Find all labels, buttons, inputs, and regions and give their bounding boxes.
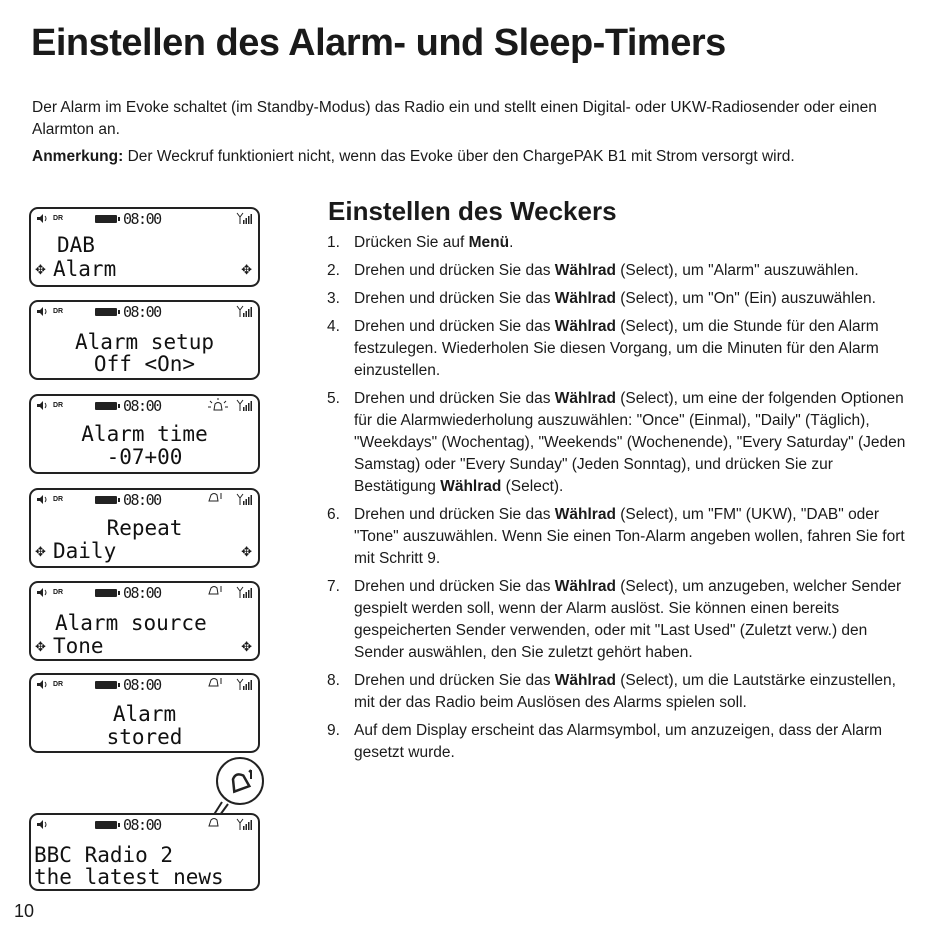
battery-icon	[95, 681, 117, 689]
note-text: Der Weckruf funktioniert nicht, wenn das Evoke über den ChargePAK B1 mit Strom versorgt wird.	[123, 148, 795, 165]
lcd-display-dab-alarm	[29, 207, 260, 287]
list-item	[327, 504, 907, 570]
list-item	[327, 288, 907, 310]
step-text: .	[509, 234, 514, 251]
step-text: (Select), um "On" (Ein) auszuwählen.	[615, 290, 876, 307]
note-label: Anmerkung:	[32, 148, 124, 165]
lcd-display-station	[29, 813, 260, 891]
lcd-display-alarm-time	[29, 394, 260, 474]
step-bold: Menü	[468, 234, 510, 251]
step-text: (Select), um die Lautstärke einzustellen, mit der das Radio beim Auslösen des Alarms spielen soll.	[354, 672, 896, 711]
speaker-icon	[36, 494, 48, 505]
lcd-line-2: the latest news	[34, 865, 224, 889]
step-text: Drücken Sie auf	[354, 234, 469, 251]
note-paragraph	[32, 146, 912, 168]
lcd-clock: 08:00	[123, 210, 161, 228]
lcd-line-1: Alarm	[112, 702, 177, 726]
battery-icon	[95, 308, 117, 316]
lcd-status-bar	[31, 493, 258, 509]
lcd-display-alarm-source	[29, 581, 260, 661]
speaker-icon	[36, 819, 48, 830]
lcd-line-1: Alarm time	[81, 422, 208, 446]
lcd-clock: 08:00	[123, 816, 161, 834]
right-arrow-icon: ✥	[241, 545, 252, 560]
dr-label: DR	[53, 402, 64, 409]
lcd-status-bar	[31, 399, 258, 415]
steps-list	[327, 232, 907, 770]
alarm-bell-icon	[206, 584, 226, 598]
step-text: (Select), um anzugeben, welcher Sender gespielt werden soll, wenn der Alarm auslöst. Sie können einen bereits gespeicherten Sender verwenden, oder mit "Last Used" (Zuletzt verw.) den Sender auswählen, den Sie zuletzt gehört haben.	[354, 578, 902, 661]
step-number: 4.	[327, 318, 340, 335]
flashing-alarm-icon	[206, 397, 230, 415]
alarm-bell-icon	[206, 676, 226, 690]
lcd-line-1: DAB	[57, 233, 95, 257]
signal-strength-icon	[236, 586, 252, 598]
step-bold: Wählrad	[554, 262, 616, 279]
step-text: (Select), um die Stunde für den Alarm festzulegen. Wiederholen Sie diesen Vorgang, um die Minuten für den Alarm einzustellen.	[354, 318, 879, 379]
battery-icon	[95, 821, 117, 829]
list-item	[327, 576, 907, 664]
dr-label: DR	[53, 215, 64, 222]
lcd-clock: 08:00	[123, 491, 161, 509]
dr-label: DR	[53, 681, 64, 688]
lcd-line-2: Daily	[53, 539, 117, 563]
lcd-status-bar	[31, 586, 258, 602]
section-title: Einstellen des Weckers	[328, 196, 617, 226]
step-number: 7.	[327, 578, 340, 595]
step-text: Drehen und drücken Sie das	[354, 262, 555, 279]
step-number: 6.	[327, 506, 340, 523]
step-bold: Wählrad	[554, 672, 616, 689]
dr-label: DR	[53, 308, 64, 315]
lcd-clock: 08:00	[123, 676, 161, 694]
lcd-line-1: Repeat	[106, 516, 183, 540]
step-text: Drehen und drücken Sie das	[354, 506, 555, 523]
lcd-line-2: Alarm	[53, 257, 117, 281]
speaker-icon	[36, 213, 48, 224]
step-bold: Wählrad	[440, 478, 502, 495]
step-text: (Select).	[501, 478, 564, 495]
left-arrow-icon: ✥	[35, 263, 46, 278]
lcd-line-2: Off <On>	[93, 352, 196, 376]
step-bold: Wählrad	[554, 390, 616, 407]
lcd-status-bar	[31, 212, 258, 228]
speaker-icon	[36, 306, 48, 317]
lcd-line-2: Tone	[53, 634, 104, 658]
alarm-icon-callout	[216, 757, 264, 805]
signal-strength-icon	[236, 399, 252, 411]
step-number: 2.	[327, 262, 340, 279]
lcd-display-alarm-setup	[29, 300, 260, 380]
battery-icon	[95, 589, 117, 597]
step-number: 1.	[327, 234, 340, 251]
speaker-icon	[36, 679, 48, 690]
list-item	[327, 720, 907, 764]
speaker-icon	[36, 587, 48, 598]
step-bold: Wählrad	[554, 506, 616, 523]
list-item	[327, 232, 907, 254]
lcd-clock: 08:00	[123, 584, 161, 602]
alarm-bell-icon	[206, 816, 226, 830]
step-number: 5.	[327, 390, 340, 407]
step-text: (Select), um "FM" (UKW), "DAB" oder "Tone" auszuwählen. Wenn Sie einen Ton-Alarm angeben wollen, fahren Sie fort mit Schritt 9.	[354, 506, 905, 567]
signal-strength-icon	[236, 212, 252, 224]
lcd-status-bar	[31, 305, 258, 321]
step-text: (Select), um "Alarm" auszuwählen.	[615, 262, 859, 279]
list-item	[327, 670, 907, 714]
lcd-display-repeat	[29, 488, 260, 568]
step-text: Drehen und drücken Sie das	[354, 672, 555, 689]
lcd-clock: 08:00	[123, 303, 161, 321]
lcd-line-1: Alarm source	[55, 611, 207, 635]
step-text: Auf dem Display erscheint das Alarmsymbol, um anzuzeigen, dass der Alarm gesetzt wurde.	[354, 722, 883, 761]
battery-icon	[95, 496, 117, 504]
list-item	[327, 316, 907, 382]
step-number: 8.	[327, 672, 340, 689]
alarm-bell-icon	[218, 759, 262, 803]
lcd-line-2: -07+00	[106, 445, 183, 469]
battery-icon	[95, 215, 117, 223]
signal-strength-icon	[236, 493, 252, 505]
speaker-icon	[36, 400, 48, 411]
lcd-line-1: BBC Radio 2	[34, 843, 174, 867]
step-bold: Wählrad	[554, 318, 616, 335]
battery-icon	[95, 402, 117, 410]
list-item	[327, 388, 907, 498]
alarm-bell-icon	[206, 491, 226, 505]
right-arrow-icon: ✥	[241, 640, 252, 655]
signal-strength-icon	[236, 678, 252, 690]
step-bold: Wählrad	[554, 290, 616, 307]
lcd-clock: 08:00	[123, 397, 161, 415]
lcd-status-bar	[31, 818, 258, 834]
right-arrow-icon: ✥	[241, 263, 252, 278]
step-text: Drehen und drücken Sie das	[354, 390, 555, 407]
step-number: 3.	[327, 290, 340, 307]
dr-label: DR	[53, 589, 64, 596]
step-text: (Select), um eine der folgenden Optionen für die Alarmwiederholung auszuwählen: "Once" (Einmal), "Daily" (Täglich), "Weekdays" (Wochentag), "Weekends" (Wochenende), "Every Saturday" (Jeden Samstag) oder "Every Sunday" (Jeden Sonntag), und drücken Sie zur Bestätigung	[354, 390, 906, 495]
lcd-line-1: Alarm setup	[74, 330, 215, 354]
intro-paragraph: Der Alarm im Evoke schaltet (im Standby-Modus) das Radio ein und stellt einen Digital- oder UKW-Radiosender oder einen Alarmton an.	[32, 99, 877, 138]
page-title: Einstellen des Alarm- und Sleep-Timers	[31, 22, 726, 64]
step-text: Drehen und drücken Sie das	[354, 578, 555, 595]
left-arrow-icon: ✥	[35, 640, 46, 655]
step-number: 9.	[327, 722, 340, 739]
lcd-line-2: stored	[106, 725, 183, 749]
step-bold: Wählrad	[554, 578, 616, 595]
page-number: 10	[14, 901, 35, 921]
signal-strength-icon	[236, 305, 252, 317]
left-arrow-icon: ✥	[35, 545, 46, 560]
dr-label: DR	[53, 496, 64, 503]
signal-strength-icon	[236, 818, 252, 830]
list-item	[327, 260, 907, 282]
step-text: Drehen und drücken Sie das	[354, 318, 555, 335]
step-text: Drehen und drücken Sie das	[354, 290, 555, 307]
lcd-display-alarm-stored	[29, 673, 260, 753]
lcd-status-bar	[31, 678, 258, 694]
